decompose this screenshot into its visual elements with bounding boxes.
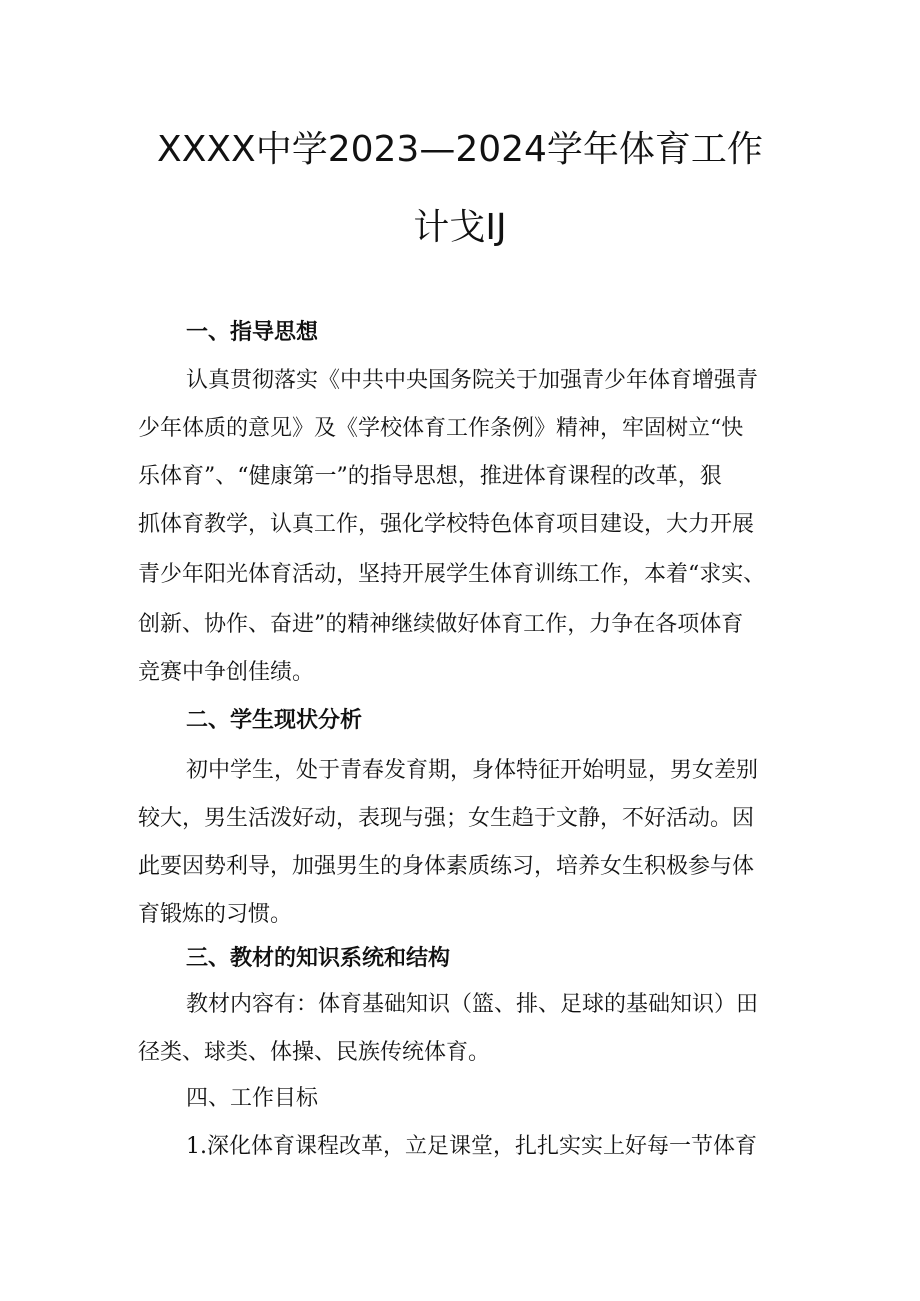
document-title-line-2: 计戈IJ [413,207,507,248]
paragraph-line: 乐体育”、“健康第一”的指导思想，推进体育课程的改革，狠 [138,464,722,489]
paragraph-line: 认真贯彻落实《中共中央国务院关于加强青少年体育增强青 [186,368,759,393]
section-heading: 一、指导思想 [186,320,319,345]
paragraph-line: 抓体育教学，认真工作，强化学校特色体育项目建设，大力开展 [138,512,755,537]
paragraph-line: 较大，男生活泼好动，表现与强；女生趋于文静，不好活动。因 [138,806,755,831]
paragraph-line: 四、工作目标 [186,1086,319,1111]
paragraph-line: 育锻炼的习惯。 [138,902,293,927]
paragraph-line: 青少年阳光体育活动，坚持开展学生体育训练工作，本着“求实、 [138,562,766,587]
section-heading: 三、教材的知识系统和结构 [186,946,451,971]
paragraph-line: 教材内容有：体育基础知识（篮、排、足球的基础知识）田 [186,992,759,1017]
section-heading: 二、学生现状分析 [186,708,363,733]
paragraph-line: 竞赛中争创佳绩。 [138,660,315,685]
paragraph-line: 少年体质的意见》及《学校体育工作条例》精神，牢固树立“快 [138,416,744,441]
paragraph-line: 此要因势利导，加强男生的身体素质练习，培养女生积极参与体 [138,854,755,879]
document-title-line-1: XXXX中学2023—2024学年体育工作 [157,129,763,170]
paragraph-line: 初中学生，处于青春发育期，身体特征开始明显，男女差别 [186,758,759,783]
paragraph-line: 径类、球类、体操、民族传统体育。 [138,1040,491,1065]
paragraph-line: 创新、协作、奋进”的精神继续做好体育工作，力争在各项体育 [138,612,744,637]
paragraph-line: 1.深化体育课程改革，立足课堂，扎扎实实上好每一节体育 [186,1134,757,1159]
